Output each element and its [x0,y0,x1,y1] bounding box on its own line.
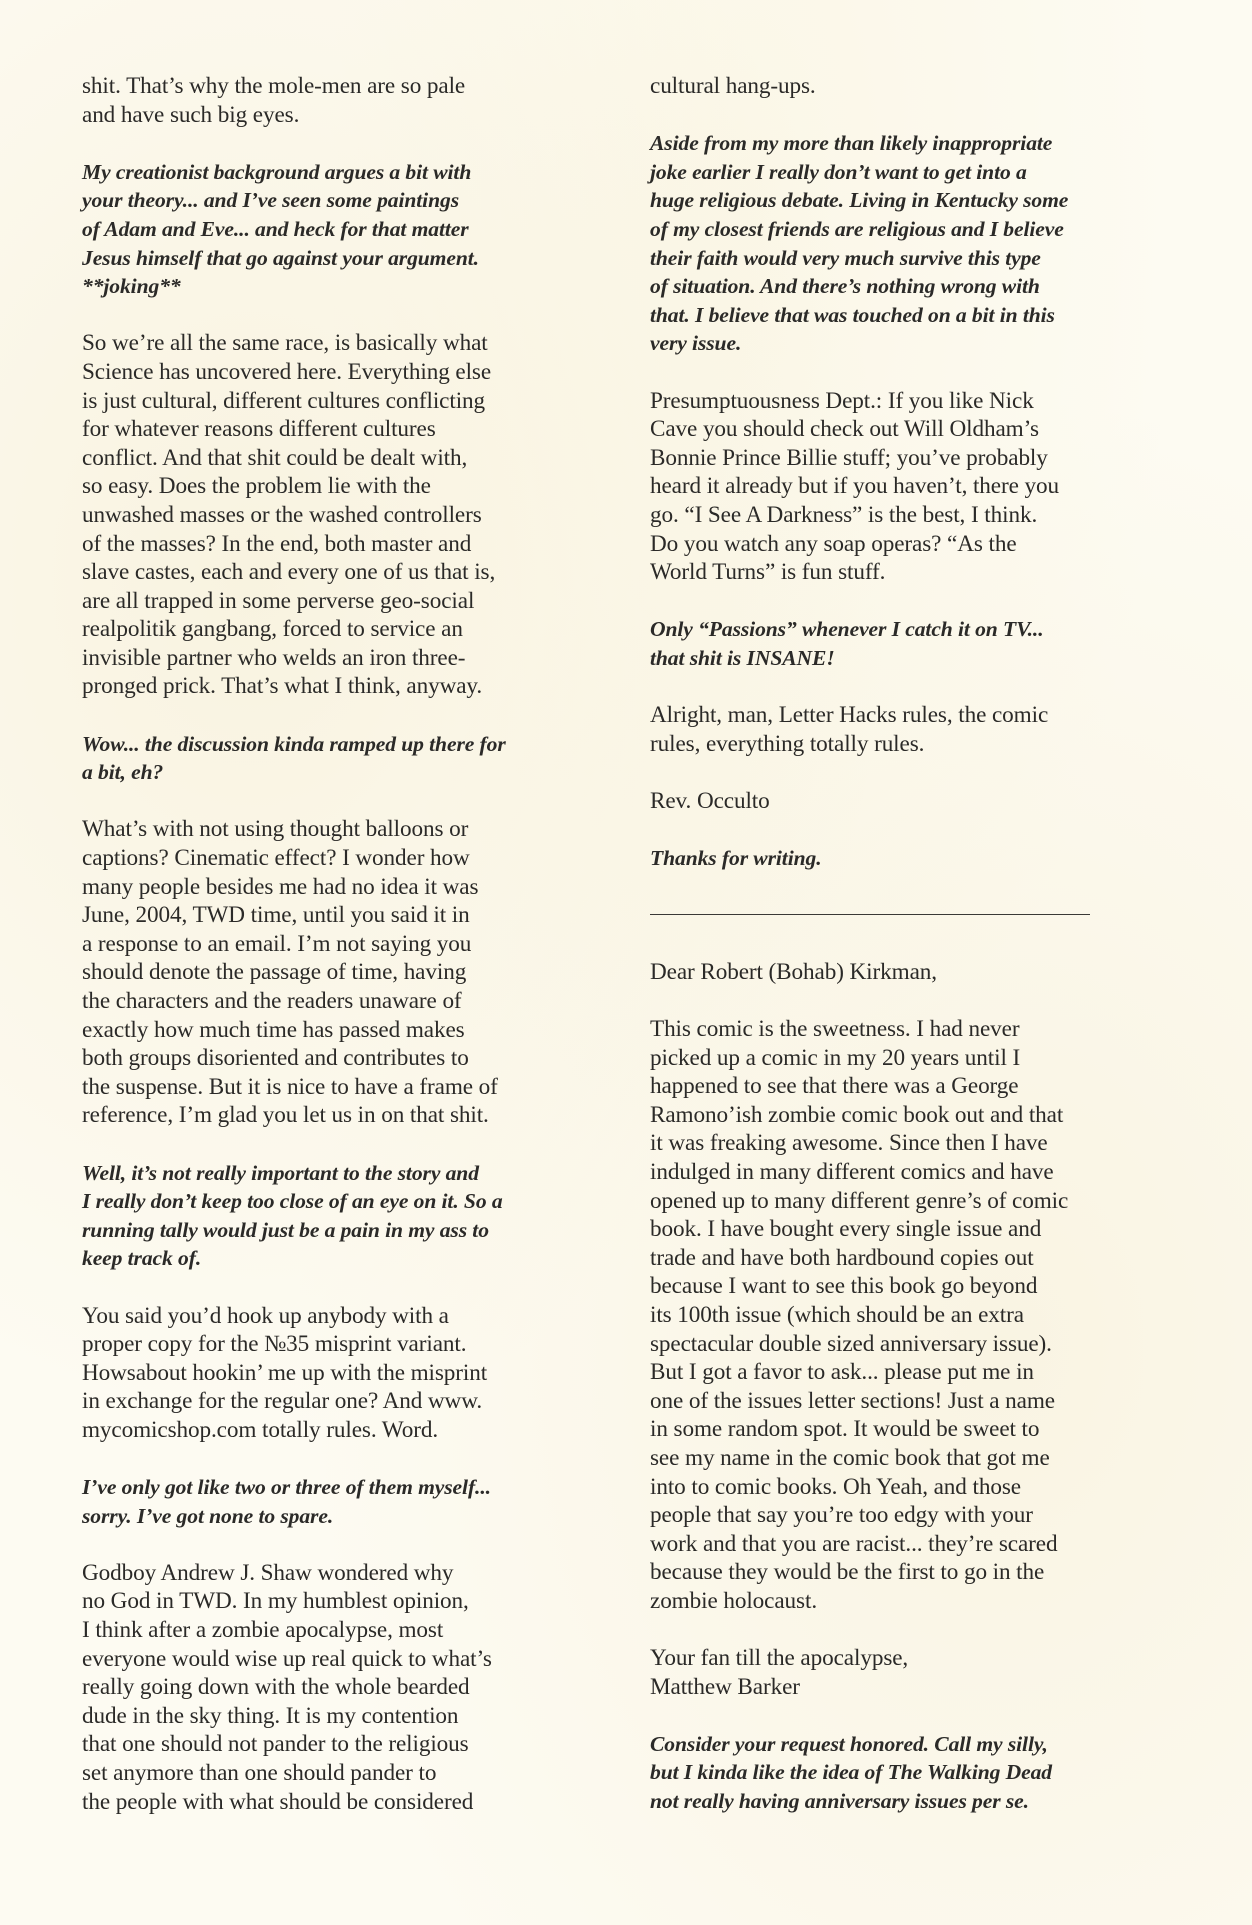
letter-paragraph: This comic is the sweetness. I had never picked up a comic in my 20 years until I happened to see that there was a George Ramono’ish zombie comic book out and that it was freaking awesome. Since then I have indulged in many different comics and have opened up to many different genre’s of comic book. I have bought every single issue and trade and have both hardbound copies out because I want to see this book go beyond its 100th issue (which should be an extra spectacular double sized anniversary issue). But I got a favor to ask... please put me in one of the issues letter sections! Just a name in some random spot. It would be sweet to see my name in the comic book that got me into to comic books. Oh Yeah, and those people that say you’re too edgy with your work and that you are racist... they’re scared because they would be the first to go in the zombie holocaust. [650,1016,1069,1614]
right-column [650,72,1190,1816]
editor-response: I’ve only got like two or three of them myself... sorry. I’ve got none to spare. [82,1475,491,1528]
letter-paragraph: Godboy Andrew J. Shaw wondered why no God in TWD. In my humblest opinion, I think after a zombie apocalypse, most everyone would wise up real quick to what’s really going down with the whole bearded dude in the sky thing. It is my contention that one should not pander to the religious set anymore than one should pander to the people with what should be considered [82,1559,492,1815]
letter-paragraph: shit. That’s why the mole-men are so pale and have such big eyes. [82,73,466,128]
letter-paragraph: So we’re all the same race, is basically what Science has uncovered here. Everything else is just cultural, different cultures conflicting for whatever reasons different cultures conflict. And that shit could be dealt with, so easy. Does the problem lie with the unwashed masses or the washed controllers of the masses? In the end, both master and slave castes, each and every one of us that is, are all trapped in some perverse geo-social realpolitik gangbang, forced to service an invisible partner who welds an iron three- pronged prick. That’s what I think, anyway. [82,330,496,700]
editor-response: Well, it’s not really important to the story and I really don’t keep too close of an eye on it. So a running tally would just be a pain in my ass to keep track of. [82,1160,503,1271]
letter-paragraph: Presumptuousness Dept.: If you like Nick Cave you should check out Will Oldham’s Bonnie Prince Billie stuff; you’ve probably heard it already but if you haven’t, there you go. “I See A Darkness” is the best, I think. Do you watch any soap operas? “As the World Turns” is fun stuff. [650,387,1059,586]
letter-signature: Rev. Occulto [650,787,770,814]
letter-paragraph: Alright, man, Letter Hacks rules, the comic rules, everything totally rules. [650,702,1049,757]
letter-salutation: Dear Robert (Bohab) Kirkman, [650,958,937,985]
editor-response: Only “Passions” whenever I catch it on TV... that shit is INSANE! [650,617,1044,670]
letter-signature: Your fan till the apocalypse, Matthew Barker [650,1645,909,1700]
left-column [82,72,622,1816]
editor-response: My creationist background argues a bit with your theory... and I’ve seen some paintings of Adam and Eve... and heck for that matter Jesus himself that go against your argument. **joking** [82,159,479,299]
letter-paragraph: What’s with not using thought balloons or captions? Cinematic effect? I wonder how many people besides me had no idea it was June, 2004, TWD time, until you said it in a response to an email. I’m not saying you should denote the passage of time, having the characters and the readers unaware of exactly how much time has passed makes both groups disoriented and contributes to the suspense. But it is nice to have a frame of reference, I’m glad you let us in on that shit. [82,816,498,1129]
letter-paragraph: You said you’d hook up anybody with a proper copy for the №35 misprint variant. Howsabout hookin’ me up with the misprint in exchange for the regular one? And www. mycomicshop.com totally rules. Word. [82,1302,488,1443]
editor-response: Consider your request honored. Call my silly, but I kinda like the idea of The Walking Dead not really having anniversary issues per se. [650,1731,1052,1814]
editor-response: Wow... the discussion kinda ramped up there for a bit, eh? [82,731,506,785]
editor-response: Thanks for writing. [650,846,822,871]
letter-paragraph: cultural hang-ups. [650,73,816,99]
editor-response: Aside from my more than likely inappropriate joke earlier I really don’t want to get into a huge religious debate. Living in Kentucky some of my closest friends are religious and I believe their faith would very much survive this type of situation. And there’s nothing wrong with that. I believe that was touched on a bit in this very issue. [650,131,1069,356]
letter-divider [650,914,1090,915]
